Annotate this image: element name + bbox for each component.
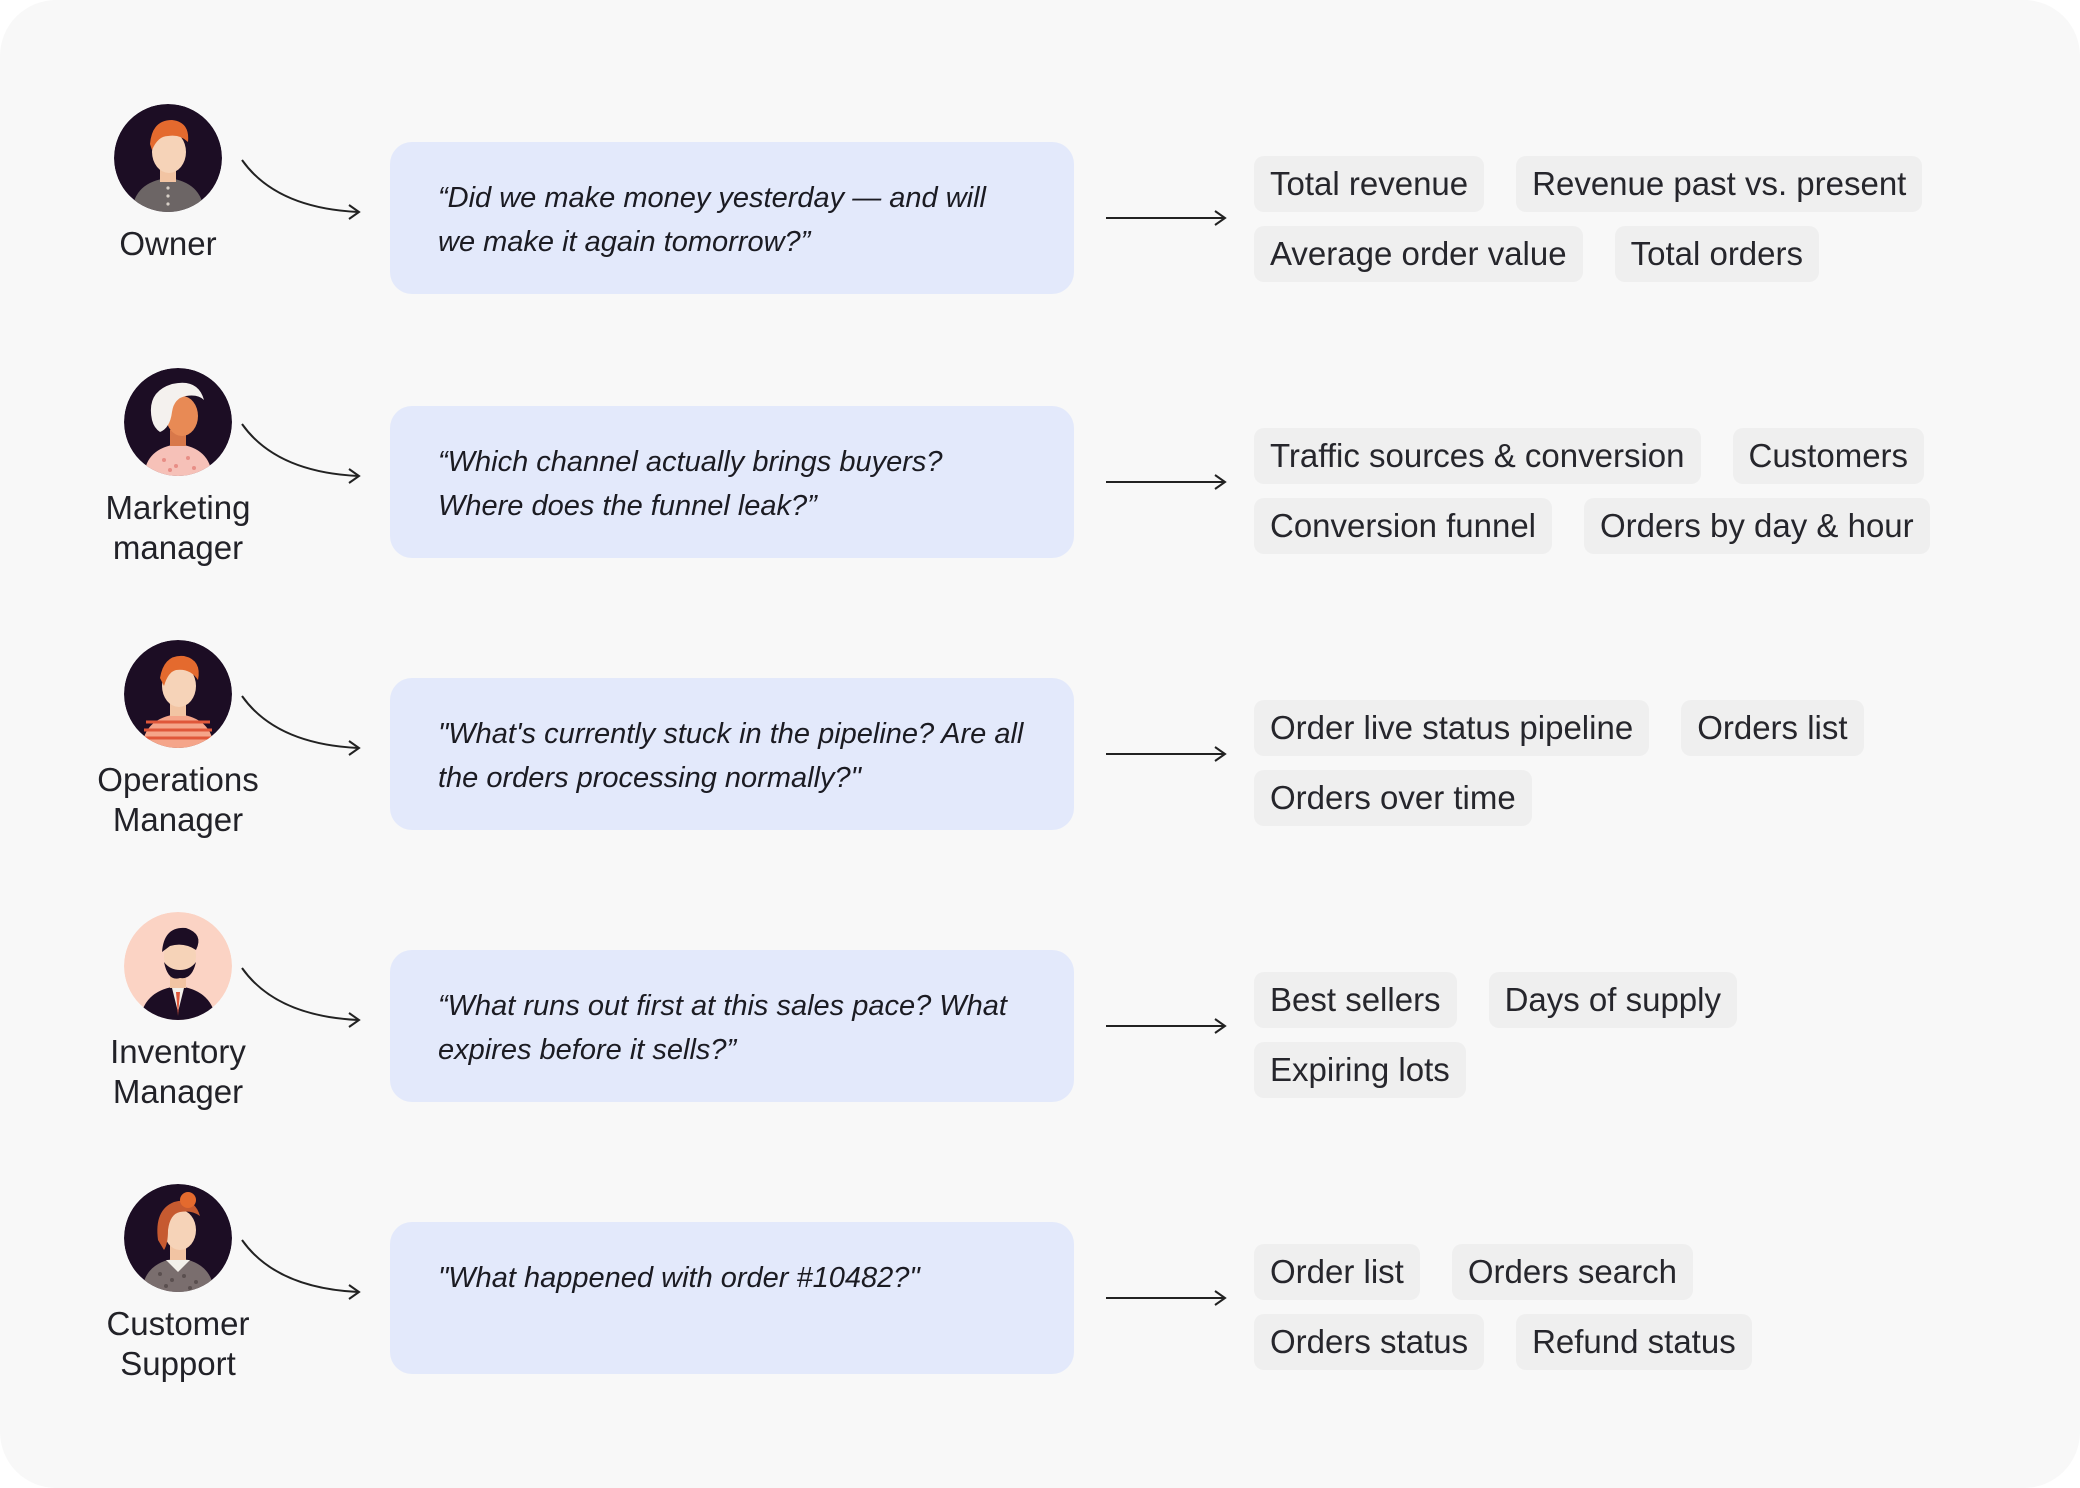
metric-tag[interactable]: Expiring lots bbox=[1254, 1042, 1466, 1098]
persona-row-marketing bbox=[0, 368, 2080, 608]
metric-tag[interactable]: Orders by day & hour bbox=[1584, 498, 1930, 554]
metric-tags bbox=[1254, 972, 2014, 1112]
metric-tag[interactable]: Orders over time bbox=[1254, 770, 1532, 826]
curve-arrow-icon bbox=[232, 958, 372, 1038]
metric-tag[interactable]: Days of supply bbox=[1489, 972, 1737, 1028]
metric-tag[interactable]: Refund status bbox=[1516, 1314, 1752, 1370]
question-bubble: “Did we make money yesterday — and will we make it again tomorrow?” bbox=[390, 142, 1074, 294]
curve-arrow-icon bbox=[232, 414, 372, 494]
metric-tag[interactable]: Average order value bbox=[1254, 226, 1583, 282]
marketing-avatar-icon bbox=[124, 368, 232, 476]
persona-row-operations bbox=[0, 640, 2080, 880]
persona-row-inventory bbox=[0, 912, 2080, 1152]
straight-arrow-icon bbox=[1104, 744, 1228, 764]
metric-tag[interactable]: Revenue past vs. present bbox=[1516, 156, 1922, 212]
straight-arrow-icon bbox=[1104, 1288, 1228, 1308]
metric-tag[interactable]: Order list bbox=[1254, 1244, 1420, 1300]
persona-role: Inventory Manager bbox=[110, 1033, 246, 1110]
metric-tag[interactable]: Total revenue bbox=[1254, 156, 1484, 212]
metric-tag[interactable]: Orders list bbox=[1681, 700, 1863, 756]
persona-role: Marketing manager bbox=[105, 489, 251, 566]
metric-tag[interactable]: Total orders bbox=[1615, 226, 1819, 282]
metric-tag[interactable]: Orders search bbox=[1452, 1244, 1693, 1300]
metric-tag[interactable]: Customers bbox=[1733, 428, 1925, 484]
metric-tags bbox=[1254, 1244, 2014, 1384]
metric-tag[interactable]: Order live status pipeline bbox=[1254, 700, 1649, 756]
persona-role: Operations Manager bbox=[97, 761, 259, 838]
persona-row-owner bbox=[0, 104, 2080, 344]
inventory-avatar-icon bbox=[124, 912, 232, 1020]
curve-arrow-icon bbox=[232, 1230, 372, 1310]
question-bubble: "What happened with order #10482?" bbox=[390, 1222, 1074, 1374]
support-avatar-icon bbox=[124, 1184, 232, 1292]
straight-arrow-icon bbox=[1104, 472, 1228, 492]
owner-avatar-icon bbox=[114, 104, 222, 212]
metric-tag[interactable]: Traffic sources & conversion bbox=[1254, 428, 1701, 484]
persona-row-support bbox=[0, 1184, 2080, 1424]
question-bubble: “What runs out first at this sales pace? What expires before it sells?” bbox=[390, 950, 1074, 1102]
metric-tags bbox=[1254, 428, 2014, 568]
straight-arrow-icon bbox=[1104, 208, 1228, 228]
metric-tag[interactable]: Conversion funnel bbox=[1254, 498, 1552, 554]
metric-tags bbox=[1254, 156, 2014, 296]
question-bubble: "What's currently stuck in the pipeline? Are all the orders processing normally?" bbox=[390, 678, 1074, 830]
persona-role: Customer Support bbox=[106, 1305, 250, 1382]
curve-arrow-icon bbox=[232, 686, 372, 766]
operations-avatar-icon bbox=[124, 640, 232, 748]
straight-arrow-icon bbox=[1104, 1016, 1228, 1036]
question-bubble: “Which channel actually brings buyers? Where does the funnel leak?” bbox=[390, 406, 1074, 558]
persona-role: Owner bbox=[119, 225, 217, 262]
metric-tags bbox=[1254, 700, 2014, 840]
metric-tag[interactable]: Best sellers bbox=[1254, 972, 1457, 1028]
curve-arrow-icon bbox=[232, 150, 372, 230]
metric-tag[interactable]: Orders status bbox=[1254, 1314, 1484, 1370]
